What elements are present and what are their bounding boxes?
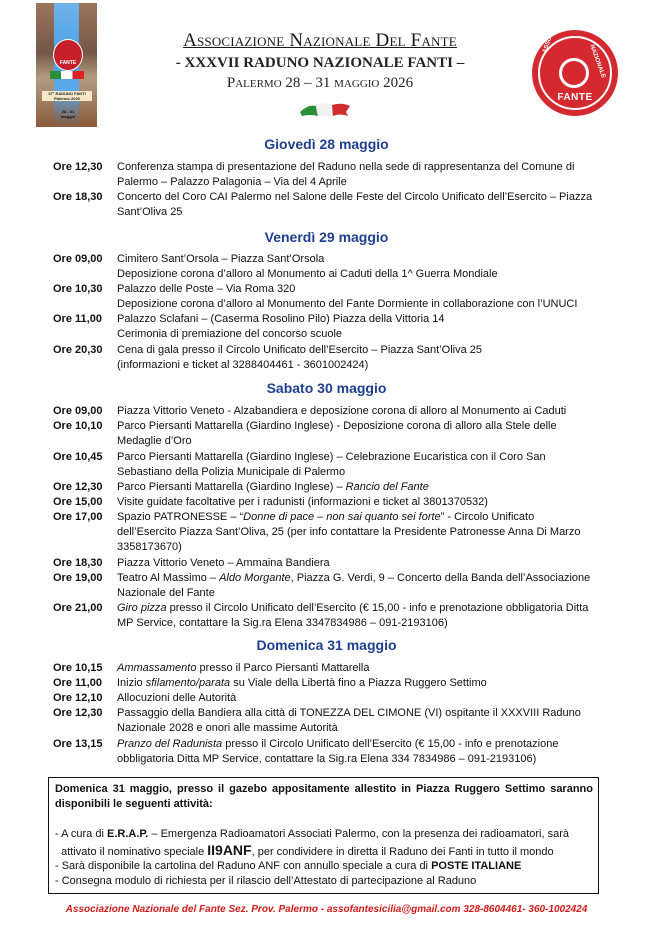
event-description: Palazzo delle Poste – Via Roma 320 Deposizione corona d’alloro al Monumento del Fante Dormiente in collaborazione con l’UNUCI <box>117 283 578 310</box>
event-description: Concerto del Coro CAI Palermo nel Salone delle Feste del Circolo Unificato dell’Esercito – Piazza Sant’Oliva 25 <box>117 191 593 218</box>
event-description: Palazzo Sclafani – (Caserma Rosolino Pilo) Piazza della Vittoria 14 Cerimonia di premiazione del concorso scuole <box>117 313 445 340</box>
page-title: Associazione Nazionale Del Fante <box>183 30 457 51</box>
event-subtitle: - XXXVII RADUNO NAZIONALE FANTI – <box>175 55 465 71</box>
event-description: Parco Piersanti Mattarella (Giardino Inglese) – Rancio del Fante <box>117 481 429 493</box>
event-time: Ore 17,00 <box>53 511 103 523</box>
event-time: Ore 09,00 <box>53 253 103 265</box>
event-description: Allocuzioni delle Autorità <box>117 692 237 704</box>
footer-contact: Associazione Nazionale del Fante Sez. Prov. Palermo - assofantesicilia@gmail.com 328-8604461- 360-1002424 <box>65 904 588 915</box>
notice-intro: Domenica 31 maggio, presso il gazebo appositamente allestito in Piazza Ruggero Settimo saranno disponibili le seguenti attività: <box>55 783 593 810</box>
logo-helmet-icon <box>559 58 589 88</box>
event-description: Inizio sfilamento/parata su Viale della Libertà fino a Piazza Ruggero Settimo <box>117 677 487 689</box>
event-time: Ore 12,10 <box>53 692 103 704</box>
event-description: Ammassamento presso il Parco Piersanti Mattarella <box>117 662 370 674</box>
event-description: Spazio PATRONESSE – “Donne di pace – non sai quanto sei forte” - Circolo Unificato dell’Esercito Piazza Sant’Oliva, 25 (per info contattare la Presidente Patronesse Anna Di Marzo 3358173670) <box>117 511 581 553</box>
event-time: Ore 12,30 <box>53 707 103 719</box>
day-title-venerdi: Venerdì 29 maggio <box>264 229 389 245</box>
event-time: Ore 10,30 <box>53 283 103 295</box>
notice-item: - A cura di E.R.A.P. – Emergenza Radioamatori Associati Palermo, con la presenza dei radioamatori, sarà <box>55 828 570 840</box>
event-description: Passaggio della Bandiera alla città di TONEZZA DEL CIMONE (VI) ospitante il XXXVIII Raduno Nazionale 2028 e onori alle massime Autorità <box>117 707 581 734</box>
event-time: Ore 09,00 <box>53 405 103 417</box>
event-description: Pranzo del Radunista presso il Circolo Unificato dell’Esercito (€ 15,00 - info e prenotazione obbligatoria Ditta MP Service, contattare la Sig.ra Elena 334 7834986 – 091-2193106) <box>117 738 559 765</box>
day-title-sabato: Sabato 30 maggio <box>266 380 387 396</box>
event-time: Ore 18,30 <box>53 191 103 203</box>
event-time: Ore 12,30 <box>53 161 103 173</box>
event-time: Ore 15,00 <box>53 496 103 508</box>
raduno-poster-image <box>36 3 97 127</box>
event-time: Ore 10,10 <box>53 420 103 432</box>
event-description: Cena di gala presso il Circolo Unificato dell’Esercito – Piazza Sant’Oliva 25 (informazioni e ticket al 3288404461 - 3601002424) <box>117 344 483 371</box>
anf-logo: ASSOCIAZIONE NAZIONALE FANTE <box>532 30 618 116</box>
day-title-domenica: Domenica 31 maggio <box>256 637 397 653</box>
notice-item: attivato il nominativo speciale II9ANF, per condividere in diretta il Raduno dei Fanti in tutto il mondo <box>55 842 554 858</box>
event-time: Ore 11,00 <box>53 677 102 689</box>
logo-fante-text: FANTE <box>557 92 593 103</box>
event-time: Ore 10,45 <box>53 451 103 463</box>
event-time: Ore 11,00 <box>53 313 102 325</box>
event-time: Ore 18,30 <box>53 557 103 569</box>
event-time: Ore 20,30 <box>53 344 103 356</box>
poster-dates: 28 - 31 maggio <box>60 109 76 119</box>
event-time: Ore 19,00 <box>53 572 103 584</box>
poster-building-left <box>36 3 54 127</box>
event-time: Ore 21,00 <box>53 602 103 614</box>
italian-flag-icon <box>298 100 352 118</box>
notice-item: - Consegna modulo di richiesta per il rilascio dell’Attestato di partecipazione al Raduno <box>55 875 477 887</box>
event-time: Ore 13,15 <box>53 738 103 750</box>
event-description: Cimitero Sant’Orsola – Piazza Sant’Orsola Deposizione corona d’alloro al Monumento ai Caduti della 1^ Guerra Mondiale <box>117 253 498 280</box>
event-description: Piazza Vittorio Veneto – Ammaina Bandiera <box>117 557 330 569</box>
event-date-line: Palermo 28 – 31 maggio 2026 <box>226 75 414 91</box>
title-block <box>135 30 505 93</box>
event-time: Ore 12,30 <box>53 481 103 493</box>
day-title-giovedi: Giovedì 28 maggio <box>264 136 389 152</box>
notice-item: - Sarà disponibile la cartolina del Raduno ANF con annullo speciale a cura di POSTE ITALIANE <box>55 860 522 872</box>
poster-banner: 37° RADUNO FANTI Palermo 2026 <box>42 91 92 101</box>
event-description: Parco Piersanti Mattarella (Giardino Inglese) - Deposizione corona di alloro alla Stele delle Medaglie d’Oro <box>117 420 557 447</box>
event-time: Ore 10,15 <box>53 662 103 674</box>
document-header <box>0 0 653 130</box>
event-description: Conferenza stampa di presentazione del Raduno nella sede di rappresentanza del Comune di Palermo – Palazzo Palagonia – Via del 4 Aprile <box>117 161 575 188</box>
notice-box <box>48 777 599 894</box>
event-description: Parco Piersanti Mattarella (Giardino Inglese) – Celebrazione Eucaristica con il Coro San Sebastiano della Polizia Municipale di Palermo <box>117 451 546 478</box>
event-description: Teatro Al Massimo – Aldo Morgante, Piazza G. Verdi, 9 – Concerto della Banda dell’Associazione Nazionale del Fante <box>117 572 591 599</box>
poster-tricolor-ribbon <box>50 71 84 79</box>
event-description: Giro pizza presso il Circolo Unificato dell’Esercito (€ 15,00 - info e prenotazione obbligatoria Ditta MP Service, contattare la Sig.ra Elena 3347834986 – 091-2193106) <box>117 602 589 629</box>
event-description: Piazza Vittorio Veneto - Alzabandiera e deposizione corona di alloro al Monumento ai Caduti <box>117 405 567 417</box>
event-description: Visite guidate facoltative per i radunisti (informazioni e ticket al 3801370532) <box>117 496 488 508</box>
poster-emblem-icon: FANTE <box>53 39 83 71</box>
